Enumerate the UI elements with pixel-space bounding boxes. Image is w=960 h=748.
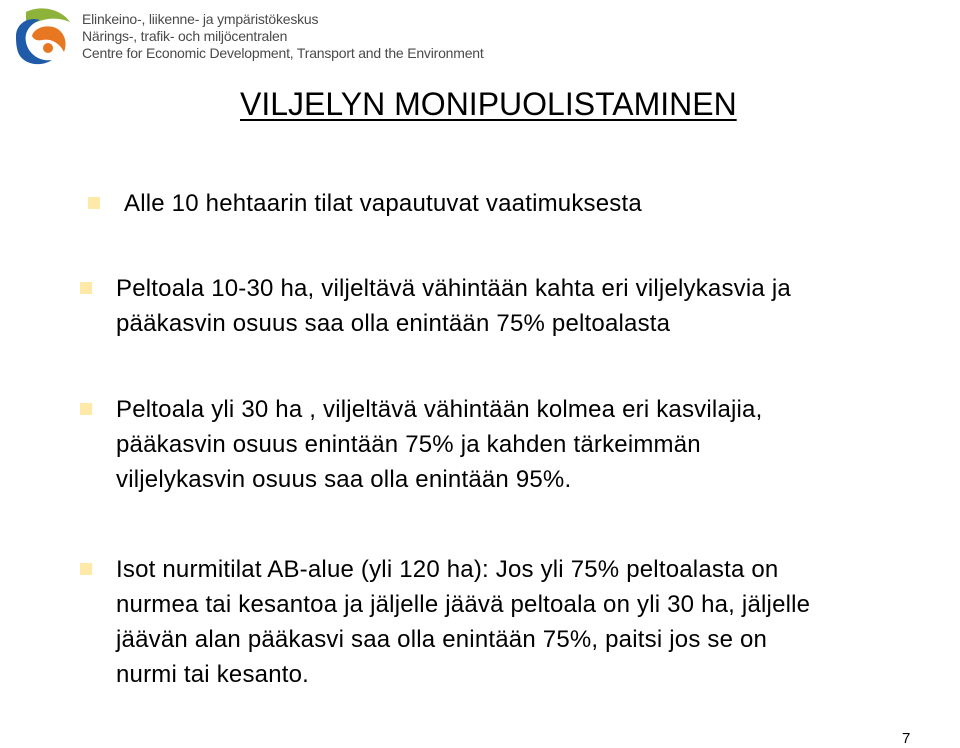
page-number: 7 [902,730,911,747]
organization-name [82,11,484,62]
bullet-line: jäävän alan pääkasvi saa olla enintään 75%, paitsi jos se on [116,626,768,653]
ely-centre-logo-icon [12,6,74,68]
bullet-line: Peltoala yli 30 ha , viljeltävä vähintään kolmea eri kasvilajia, [116,396,763,423]
bullet-line: nurmi tai kesanto. [116,661,310,688]
bullet-item [116,392,762,497]
bullet-item [124,186,642,221]
organization-header [10,4,484,70]
slide-title: VILJELYN MONIPUOLISTAMINEN [240,86,737,122]
org-name-english: Centre for Economic Development, Transport and the Environment [82,45,484,61]
bullet-line: viljelykasvin osuus saa olla enintään 95%. [116,466,572,493]
bullet-line: nurmea tai kesantoa ja jäljelle jäävä peltoala on yli 30 ha, jäljelle [116,591,811,618]
square-bullet-icon [88,197,100,209]
bullet-line: Alle 10 hehtaarin tilat vapautuvat vaatimuksesta [124,190,642,217]
bullet-line: Isot nurmitilat AB-alue (yli 120 ha): Jos yli 75% peltoalasta on [116,556,779,583]
bullet-line: pääkasvin osuus saa olla enintään 75% peltoalasta [116,310,671,337]
bullet-line: pääkasvin osuus enintään 75% ja kahden tärkeimmän [116,431,701,458]
bullet-item [116,552,810,692]
square-bullet-icon [80,403,92,415]
square-bullet-icon [80,563,92,575]
bullet-item [116,271,791,341]
square-bullet-icon [80,282,92,294]
org-name-finnish: Elinkeino-, liikenne- ja ympäristökeskus [82,11,319,27]
bullet-line: Peltoala 10-30 ha, viljeltävä vähintään kahta eri viljelykasvia ja [116,275,791,302]
org-name-swedish: Närings-, trafik- och miljöcentralen [82,28,288,44]
